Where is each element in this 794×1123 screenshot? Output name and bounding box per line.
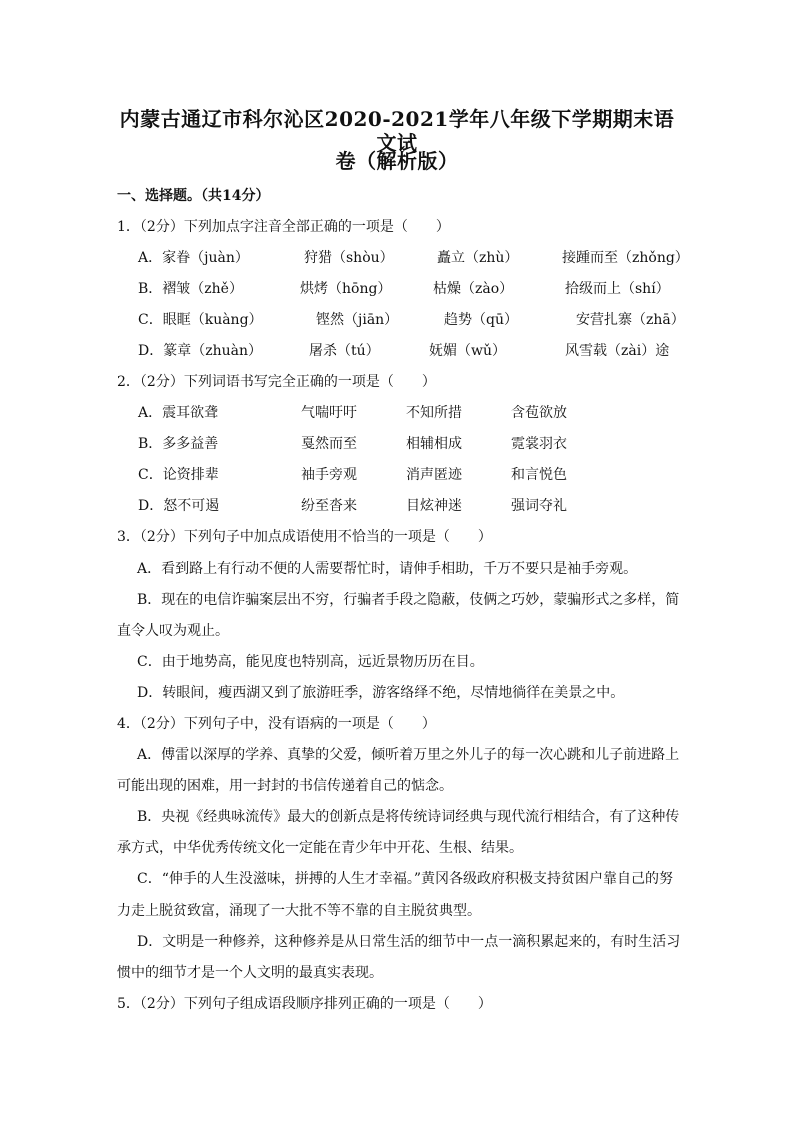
question-5-stem: 5．（2分）下列句子组成语段顺序排列正确的一项是（ ） bbox=[117, 996, 492, 1012]
q2-option-a-1: A．震耳欲聋 bbox=[138, 405, 219, 421]
q1-option-c-2: 铿然（jiān） bbox=[316, 312, 399, 328]
q1-option-b-1: B．褶皱（zhě） bbox=[138, 281, 243, 297]
q2-option-c-3: 消声匿迹 bbox=[406, 467, 462, 483]
q3-option-b-line-2: 直令人叹为观止。 bbox=[117, 623, 229, 639]
q2-option-d-2: 纷至沓来 bbox=[301, 498, 357, 514]
q4-option-c-line-1: C．“伸手的人生没滋味，拼搏的人生才幸福。”黄冈各级政府积极支持贫困户靠自己的努 bbox=[137, 871, 674, 887]
q2-option-a-4: 含苞欲放 bbox=[511, 405, 567, 421]
q2-option-a-2: 气喘吁吁 bbox=[301, 405, 357, 421]
q3-option-d: D．转眼间，瘦西湖又到了旅游旺季，游客络绎不绝，尽情地徜徉在美景之中。 bbox=[137, 685, 625, 701]
question-3-stem: 3．（2分）下列句子中加点成语使用不恰当的一项是（ ） bbox=[117, 529, 492, 545]
q4-option-d-line-1: D．文明是一种修养，这种修养是从日常生活的细节中一点一滴积累起来的，有时生活习 bbox=[137, 934, 681, 950]
q1-option-a-1: A．家眷（juàn） bbox=[138, 250, 249, 266]
q2-option-b-1: B．多多益善 bbox=[138, 436, 219, 452]
q4-option-d-line-2: 惯中的细节才是一个人文明的最真实表现。 bbox=[117, 965, 383, 981]
q1-option-d-2: 屠杀（tú） bbox=[309, 343, 380, 359]
q3-option-a: A．看到路上有行动不便的人需要帮忙时，请伸手相助，千万不要只是袖手旁观。 bbox=[137, 561, 638, 577]
q1-option-c-3: 趋势（qū） bbox=[444, 312, 518, 328]
q4-option-c-line-2: 力走上脱贫致富，涌现了一大批不等不靠的自主脱贫典型。 bbox=[117, 903, 481, 919]
q2-option-d-4: 强词夺礼 bbox=[511, 498, 567, 514]
q1-option-c-1: C．眼眶（kuàng） bbox=[138, 312, 263, 328]
q1-option-b-3: 枯燥（zào） bbox=[433, 281, 514, 297]
q1-option-a-4: 接踵而至（zhǒng） bbox=[562, 250, 689, 266]
q4-option-b-line-1: B．央视《经典咏流传》最大的创新点是将传统诗词经典与现代流行相结合，有了这种传 bbox=[137, 809, 680, 825]
q2-option-c-2: 袖手旁观 bbox=[301, 467, 357, 483]
q1-option-d-3: 妩媚（wǔ） bbox=[429, 343, 506, 359]
q3-option-c: C．由于地势高，能见度也特别高，远近景物历历在目。 bbox=[137, 654, 484, 670]
q2-option-d-1: D．怒不可遏 bbox=[138, 498, 220, 514]
q1-option-b-2: 烘烤（hōng） bbox=[300, 281, 392, 297]
q2-option-a-3: 不知所措 bbox=[406, 405, 462, 421]
q1-option-c-4: 安营扎寨（zhā） bbox=[576, 312, 685, 328]
q4-option-b-line-2: 承方式，中华优秀传统文化一定能在青少年中开花、生根、结果。 bbox=[117, 840, 523, 856]
q1-option-b-4: 拾级而上（shí） bbox=[565, 281, 670, 297]
question-4-stem: 4．（2分）下列句子中，没有语病的一项是（ ） bbox=[117, 716, 436, 732]
q3-option-b-line-1: B．现在的电信诈骗案层出不穷，行骗者手段之隐蔽，伎俩之巧妙，蒙骗形式之多样，简 bbox=[137, 592, 680, 608]
q1-option-a-3: 矗立（zhù） bbox=[437, 250, 519, 266]
q2-option-b-3: 相辅相成 bbox=[406, 436, 462, 452]
question-2-stem: 2．（2分）下列词语书写完全正确的一项是（ ） bbox=[117, 374, 436, 390]
q4-option-a-line-2: 可能出现的困难，用一封封的书信传递着自己的惦念。 bbox=[117, 778, 453, 794]
question-1-stem: 1．（2分）下列加点字注音全部正确的一项是（ ） bbox=[117, 219, 450, 235]
q2-option-b-4: 霓裳羽衣 bbox=[511, 436, 567, 452]
q1-option-d-1: D．篆章（zhuàn） bbox=[138, 343, 262, 359]
exam-title-line-1: 内蒙古通辽市科尔沁区2020-2021学年八年级下学期期末语文试 bbox=[119, 107, 675, 155]
q1-option-d-4: 风雪载（zài）途 bbox=[565, 343, 670, 359]
q1-option-a-2: 狩猎（shòu） bbox=[304, 250, 394, 266]
q2-option-c-4: 和言悦色 bbox=[511, 467, 567, 483]
q2-option-c-1: C．论资排辈 bbox=[138, 467, 219, 483]
q2-option-d-3: 目炫神迷 bbox=[406, 498, 462, 514]
q4-option-a-line-1: A．傅雷以深厚的学养、真挚的父爱，倾听着万里之外儿子的每一次心跳和儿子前进路上 bbox=[137, 747, 680, 763]
exam-title-line-2: 卷（解析版） bbox=[335, 149, 459, 173]
section-heading: 一、选择题。（共14分） bbox=[117, 188, 270, 204]
q2-option-b-2: 戛然而至 bbox=[301, 436, 357, 452]
